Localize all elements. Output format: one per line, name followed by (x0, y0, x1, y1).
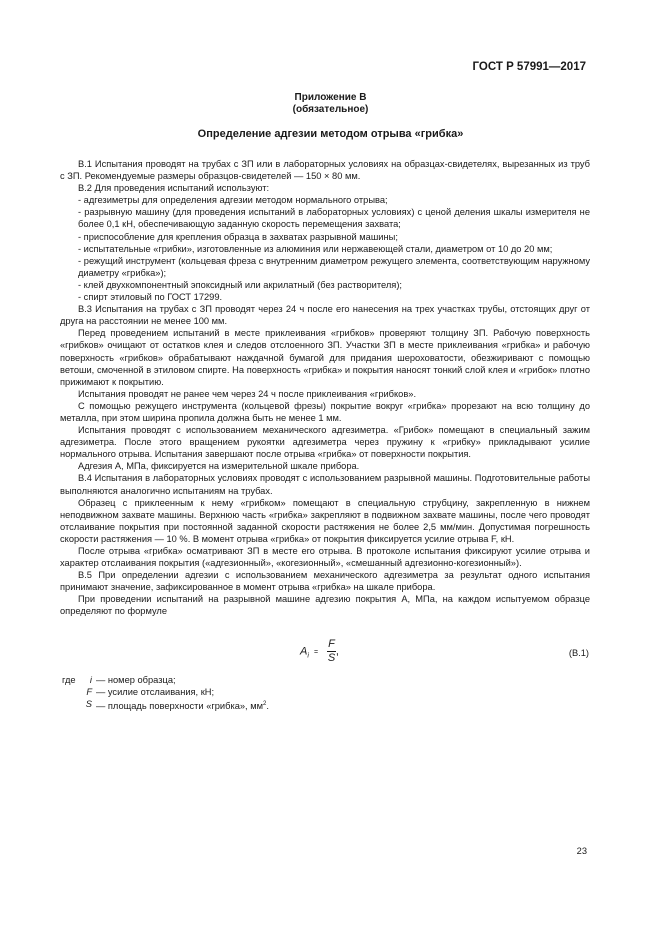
legend-symbol: F (86, 687, 92, 697)
formula-lhs-subscript: i (307, 652, 309, 660)
annex-status: (обязательное) (292, 104, 369, 115)
legend-description: — площадь поверхности «грибка», мм (96, 701, 264, 712)
paragraph: Испытания проводят не ранее чем через 24 ч после приклеивания «грибков». (78, 388, 417, 399)
document-code: ГОСТ Р 57991—2017 (472, 61, 586, 73)
paragraph-b2: В.2 Для проведения испытаний используют: (78, 183, 270, 194)
paragraph-b1: В.1 Испытания проводят на трубах с ЗП или в лабораторных условиях на образцах-свидетелях, вырезанных из труб с ЗП. Рекомендуемые размеры образцов-свидетелей — 150 × 80 мм. (60, 159, 590, 182)
formula-denominator: S (327, 652, 336, 664)
legend-description: — усилие отслаивания, кН; (96, 687, 215, 697)
list-item: - адгезиметры для определения адгезии методом нормального отрыва; (78, 195, 388, 206)
paragraph-b4: В.4 Испытания в лабораторных условиях проводят с использованием разрывной машины. Подготовительные работы выполняются аналогично испытаниям на трубах. (60, 473, 590, 496)
paragraph: Перед проведением испытаний в месте приклеивания «грибков» проверяют толщину ЗП. Рабочую поверхность «грибков» очищают от остатков клея и следов отслоенного ЗП. Участки ЗП в месте приклеивания «грибка» и рабочую поверхность «грибков» обрабатывают наждачной бумагой для придания шероховатости, обезжиривают с помощью ветоши, смоченной в этиловом спирте. На поверхность «грибка» и покрытия наносят тонкий слой клея и «грибок» плотно прижимают к покрытию. (60, 328, 590, 387)
legend-description: — номер образца; (96, 675, 176, 685)
annex-title-block (0, 92, 661, 116)
legend-end: . (266, 701, 269, 712)
formula-numerator: F (328, 638, 335, 650)
paragraph-b3: В.3 Испытания на трубах с ЗП проводят через 24 ч после его нанесения на трех участках трубы, отстоящих друг от друга на расстоянии не менее 100 мм. (60, 304, 590, 327)
list-item: - клей двухкомпонентный эпоксидный или акрилатный (без растворителя); (78, 279, 403, 290)
document-body (60, 158, 590, 618)
list-item: - приспособление для крепления образца в захватах разрывной машины; (78, 231, 398, 242)
list-item: - разрывную машину (для проведения испытаний в лабораторных условиях) с ценой деления шкалы измерителя не более 0,1 кН, обеспечивающую заданную скорость перемещения захвата; (78, 207, 590, 230)
formula-lhs: A (300, 645, 308, 658)
paragraph: Испытания проводят с использованием механического адгезиметра. «Грибок» помещают в специальный зажим адгезиметра. После этого вращением рукоятки адгезиметра через пружину к «грибку» прикладывают усилие нормального отрыва. Испытания завершают после отрыва «грибка» от поверхности покрытия. (60, 425, 590, 460)
paragraph: При проведении испытаний на разрывной машине адгезию покрытия А, МПа, на каждом испытуемом образце определяют по формуле (60, 594, 590, 617)
page-number: 23 (576, 846, 587, 856)
section-heading: Определение адгезии методом отрыва «грибка» (197, 128, 464, 140)
list-item: - режущий инструмент (кольцевая фреза с внутренним диаметром режущего элемента, соответствующим наружному диаметру «грибка»); (78, 255, 590, 278)
list-item: - спирт этиловый по ГОСТ 17299. (78, 292, 223, 303)
legend-symbol: i (89, 675, 92, 685)
paragraph: С помощью режущего инструмента (кольцевой фрезы) покрытие вокруг «грибка» прорезают на всю толщину до металла, при этом ширина пропила должна быть не менее 1 мм. (60, 400, 590, 423)
legend-superscript: 2 (263, 701, 267, 707)
formula-b1 (300, 638, 339, 665)
formula-number: (В.1) (568, 648, 589, 658)
paragraph: Образец с приклеенным к нему «грибком» помещают в специальную струбцину, закрепленную в нижнем неподвижном захвате машины. Верхнюю часть «грибка» закрепляют в подвижном захвате машины, после чего проводят отслаивание покрытия при постоянной заданной скорости растяжения не более 2,5 мм/мин. Допустимая погрешность скорости растяжения — 10 %. В момент отрыва «грибка» от покрытия фиксируется усилие отрыва F, кН. (60, 497, 590, 544)
formula-equals: = (313, 649, 319, 657)
formula-tail: , (335, 645, 339, 658)
annex-title: Приложение В (294, 92, 367, 103)
formula-fraction (327, 638, 336, 665)
paragraph: Адгезия А, МПа, фиксируется на измерительной шкале прибора. (78, 461, 360, 472)
paragraph: После отрыва «грибка» осматривают ЗП в месте его отрыва. В протоколе испытания фиксируют усилие отрыва и характер отслаивания покрытия («адгезионный», «когезионный», «смешанный адгезионно-когезионный»). (60, 546, 590, 569)
legend-description-wrap (96, 698, 269, 712)
legend-label: где (62, 675, 76, 685)
list-item: - испытательные «грибки», изготовленные из алюминия или нержавеющей стали, диаметром от 10 до 20 мм; (78, 243, 553, 254)
paragraph-b5: В.5 При определении адгезии с использованием механического адгезиметра за результат одного испытания принимают значение, зафиксированное в момент отрыва «грибка» на шкале прибора. (60, 570, 590, 593)
legend-symbol: S (85, 699, 92, 709)
